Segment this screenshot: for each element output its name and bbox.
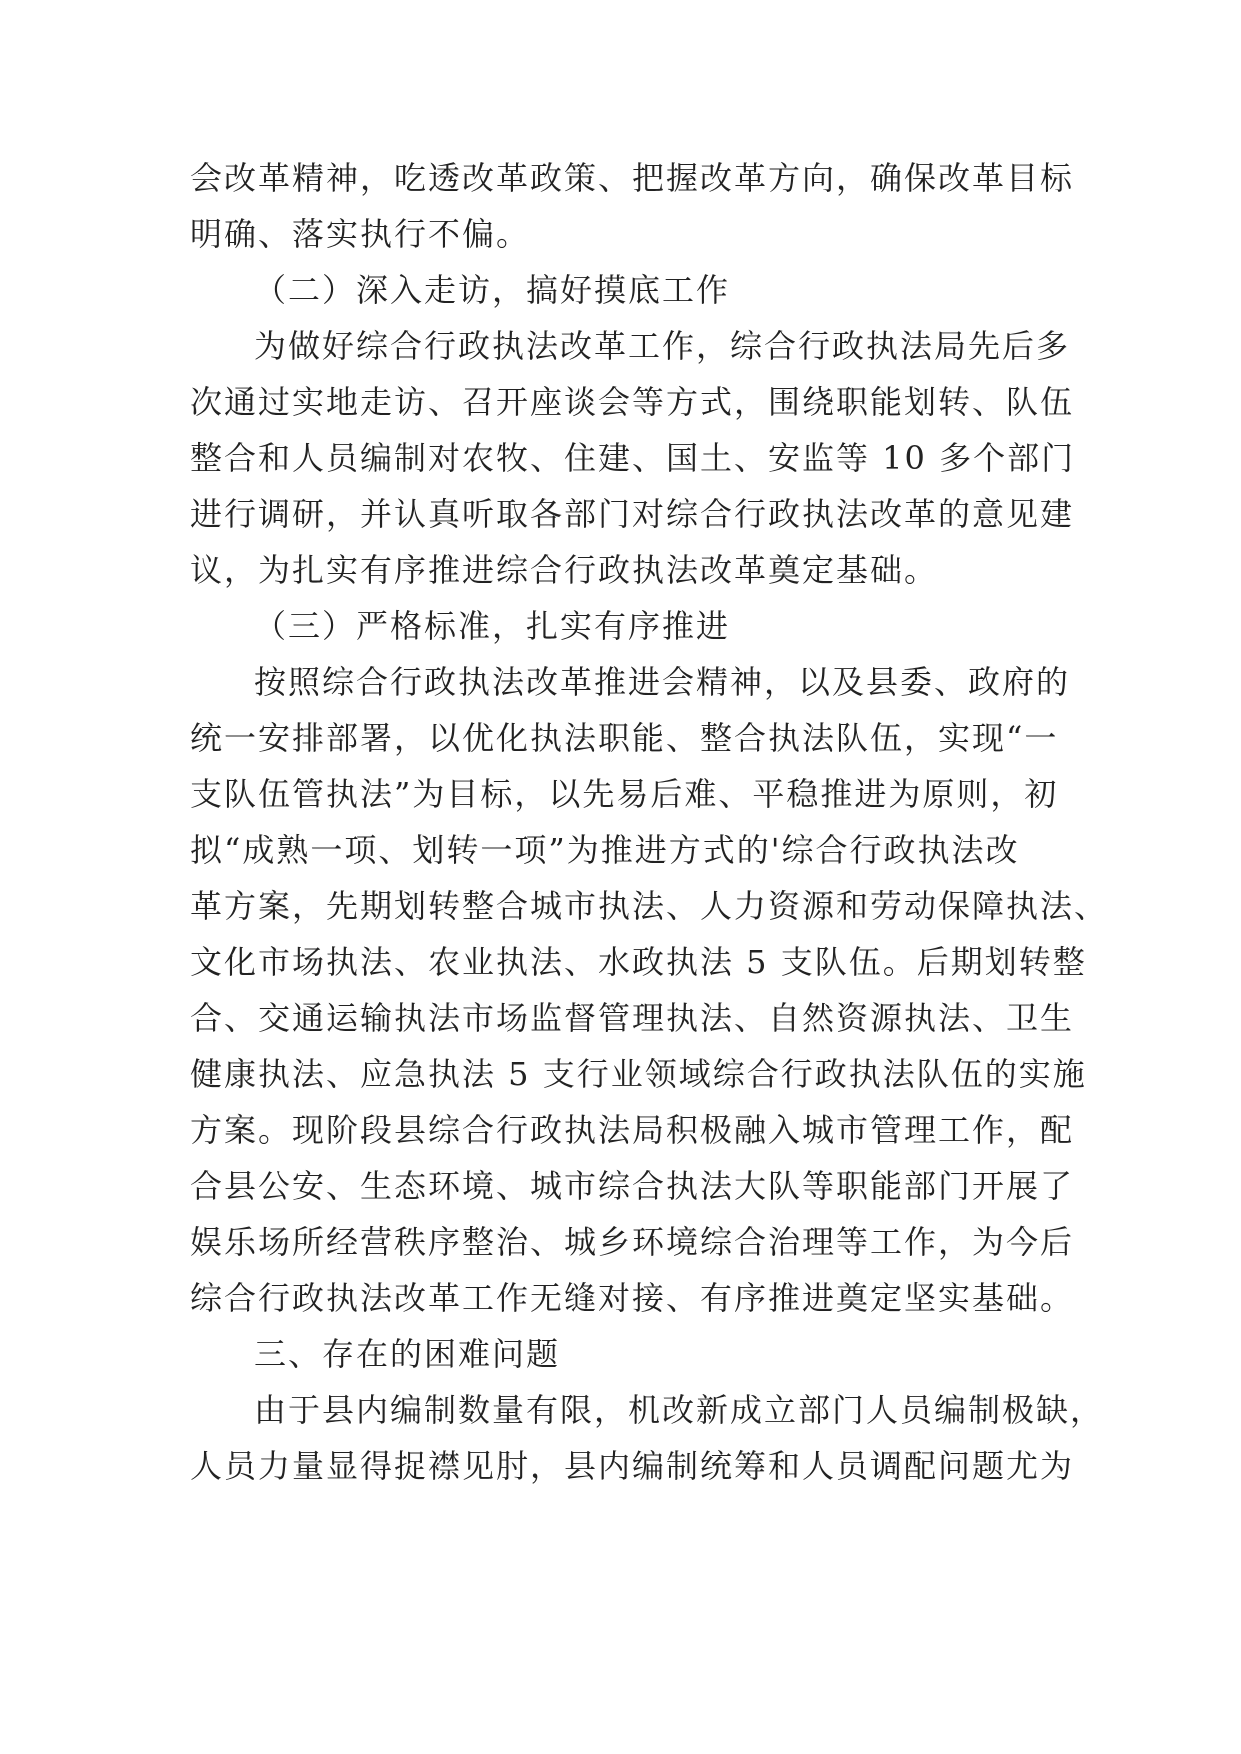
text-line: 合、交通运输执法市场监督管理执法、自然资源执法、卫生 bbox=[190, 999, 1075, 1037]
text-line: 会改革精神，吃透改革政策、把握改革方向，确保改革目标 bbox=[190, 159, 1075, 197]
text-line: 合县公安、生态环境、城市综合执法大队等职能部门开展了 bbox=[190, 1167, 1075, 1205]
text-line: 文化市场执法、农业执法、水政执法 5 支队伍。后期划转整 bbox=[190, 943, 1087, 981]
text-line: 拟“成熟一项、划转一项”为推进方式的'综合行政执法改 bbox=[190, 831, 1020, 869]
text-line: 综合行政执法改革工作无缝对接、有序推进奠定坚实基础。 bbox=[190, 1279, 1075, 1317]
document-body bbox=[190, 150, 1109, 1494]
text-line: 按照综合行政执法改革推进会精神，以及县委、政府的 bbox=[254, 663, 1071, 701]
text-line: 明确、落实执行不偏。 bbox=[190, 215, 531, 253]
text-line: 为做好综合行政执法改革工作，综合行政执法局先后多 bbox=[254, 327, 1071, 365]
text-line: 方案。现阶段县综合行政执法局积极融入城市管理工作，配 bbox=[190, 1111, 1075, 1149]
text-line: 进行调研，并认真听取各部门对综合行政执法改革的意见建 bbox=[190, 495, 1075, 533]
text-line: 健康执法、应急执法 5 支行业领域综合行政执法队伍的实施 bbox=[190, 1055, 1087, 1093]
text-line: 由于县内编制数量有限，机改新成立部门人员编制极缺， bbox=[254, 1391, 1105, 1429]
text-line: 支队伍管执法”为目标，以先易后难、平稳推进为原则，初 bbox=[190, 775, 1059, 813]
text-line: （二）深入走访，搞好摸底工作 bbox=[254, 271, 731, 309]
text-line: 革方案，先期划转整合城市执法、人力资源和劳动保障执法、 bbox=[190, 887, 1109, 925]
text-line: 人员力量显得捉襟见肘，县内编制统筹和人员调配问题尤为 bbox=[190, 1447, 1075, 1485]
text-line: 娱乐场所经营秩序整治、城乡环境综合治理等工作，为今后 bbox=[190, 1223, 1075, 1261]
text-line: 次通过实地走访、召开座谈会等方式，围绕职能划转、队伍 bbox=[190, 383, 1075, 421]
text-line: 议，为扎实有序推进综合行政执法改革奠定基础。 bbox=[190, 551, 939, 589]
text-line: 统一安排部署，以优化执法职能、整合执法队伍，实现“一 bbox=[190, 719, 1059, 757]
text-line: 三、存在的困难问题 bbox=[254, 1335, 561, 1373]
text-line: （三）严格标准，扎实有序推进 bbox=[254, 607, 731, 645]
text-line: 整合和人员编制对农牧、住建、国土、安监等 10 多个部门 bbox=[190, 439, 1076, 477]
